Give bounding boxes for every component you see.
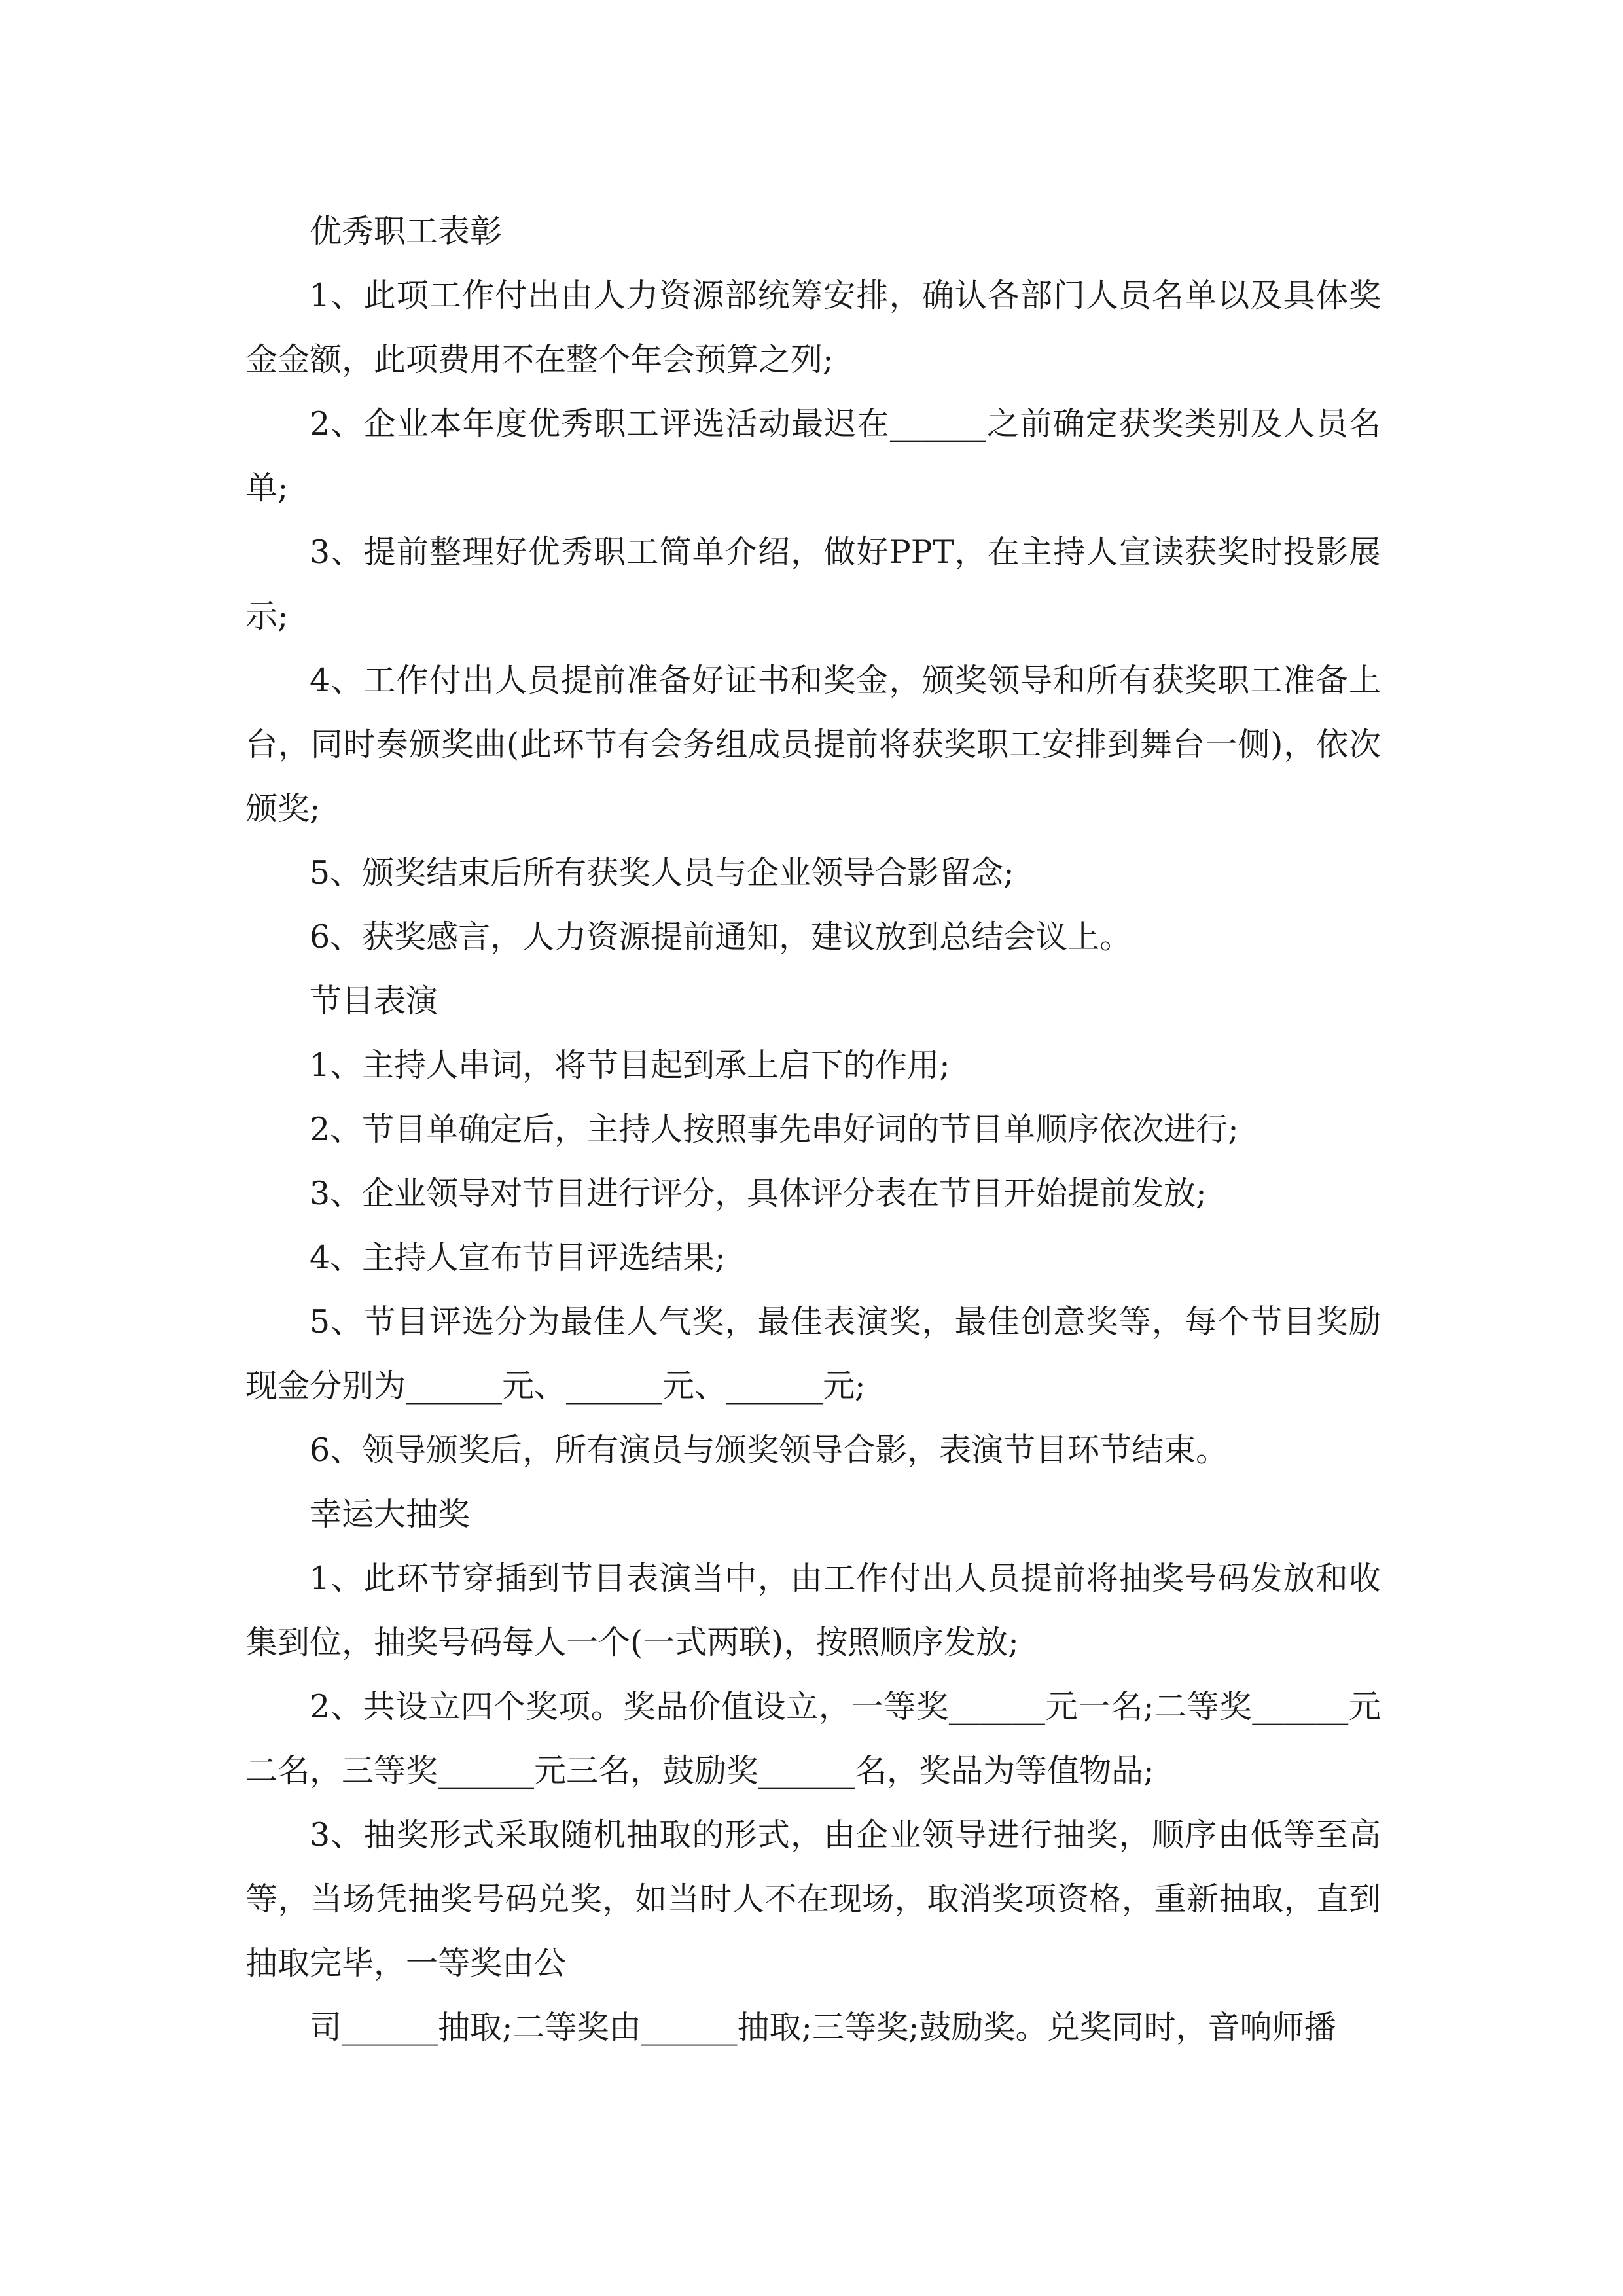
list-item: 5、节目评选分为最佳人气奖，最佳表演奖，最佳创意奖等，每个节目奖励现金分别为______元、______元、______元; — [245, 1303, 1381, 1405]
list-item: 6、获奖感言，人力资源提前通知，建议放到总结会议上。 — [310, 918, 1132, 956]
list-item: 4、工作付出人员提前准备好证书和奖金，颁奖领导和所有获奖职工准备上台，同时奏颁奖曲(此环节有会务组成员提前将获奖职工安排到舞台一侧)，依次颁奖; — [245, 662, 1381, 827]
list-item: 5、颁奖结束后所有获奖人员与企业领导合影留念; — [310, 854, 1014, 891]
list-item: 2、共设立四个奖项。奖品价值设立，一等奖______元一名;二等奖______元二名，三等奖______元三名，鼓励奖______名，奖品为等值物品; — [245, 1688, 1381, 1789]
section-heading-lottery: 幸运大抽奖 — [310, 1496, 471, 1533]
list-item: 6、领导颁奖后，所有演员与颁奖领导合影，表演节目环节结束。 — [310, 1431, 1228, 1469]
list-item: 3、提前整理好优秀职工简单介绍，做好PPT，在主持人宣读获奖时投影展示; — [245, 533, 1381, 635]
list-item: 1、主持人串词，将节目起到承上启下的作用; — [310, 1047, 950, 1084]
section-heading-performance: 节目表演 — [310, 982, 438, 1020]
list-item: 1、此项工作付出由人力资源部统筹安排，确认各部门人员名单以及具体奖金金额，此项费用不在整个年会预算之列; — [245, 277, 1381, 378]
list-item: 4、主持人宣布节目评选结果; — [310, 1239, 726, 1276]
list-item: 2、节目单确定后，主持人按照事先串好词的节目单顺序依次进行; — [310, 1111, 1239, 1148]
list-item: 3、企业领导对节目进行评分，具体评分表在节目开始提前发放; — [310, 1175, 1207, 1212]
list-item: 1、此环节穿插到节目表演当中，由工作付出人员提前将抽奖号码发放和收集到位，抽奖号码每人一个(一式两联)，按照顺序发放; — [245, 1560, 1381, 1661]
list-item-continuation: 司______抽取;二等奖由______抽取;三等奖;鼓励奖。兑奖同时，音响师播 — [310, 2009, 1336, 2046]
section-heading-award: 优秀职工表彰 — [310, 213, 503, 250]
list-item: 3、抽奖形式采取随机抽取的形式，由企业领导进行抽奖，顺序由低等至高等，当场凭抽奖号码兑奖，如当时人不在现场，取消奖项资格，重新抽取，直到抽取完毕，一等奖由公 — [245, 1816, 1381, 1982]
document-page — [245, 200, 1381, 2060]
list-item: 2、企业本年度优秀职工评选活动最迟在______之前确定获奖类别及人员名单; — [245, 405, 1381, 507]
